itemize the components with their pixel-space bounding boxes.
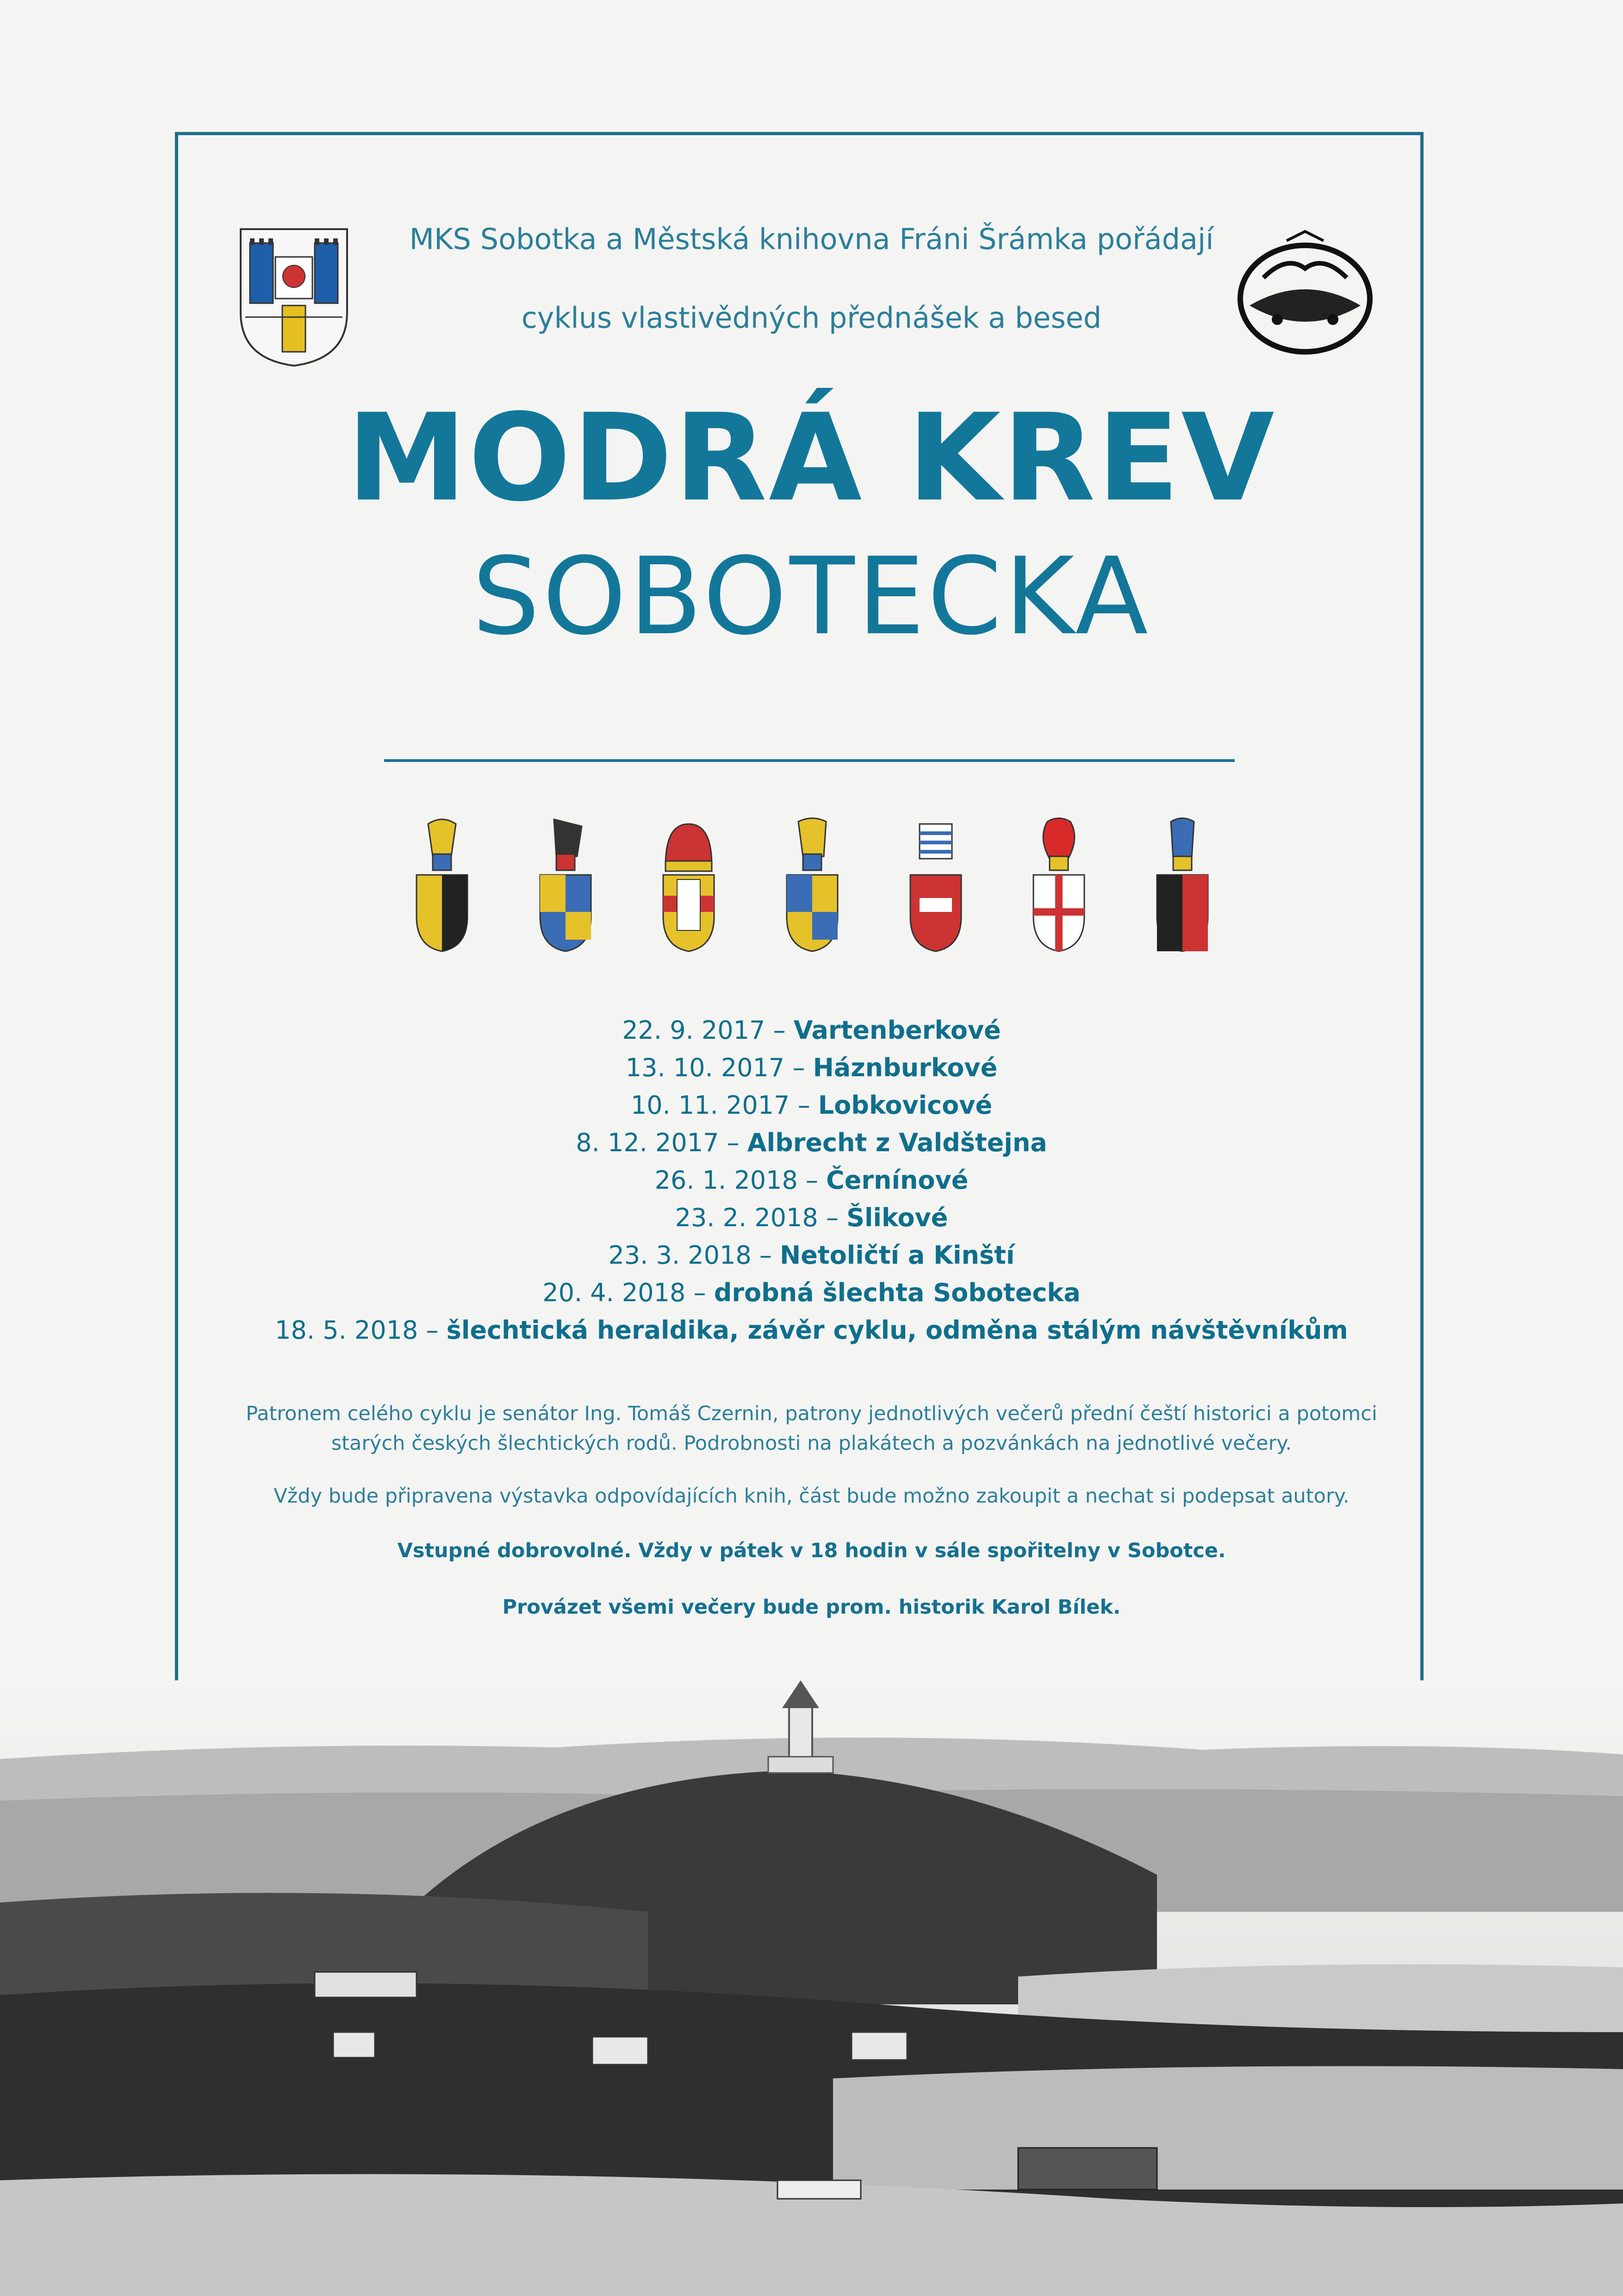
frame-top-line [175,132,1424,135]
schedule-topic: Albrecht z Valdštejna [747,1128,1047,1157]
lobkowicz-coat-of-arms-icon [654,815,723,954]
title-line-2: SOBOTECKA [472,535,1151,659]
family-coats-of-arms-row [407,815,1217,954]
wallenstein-coat-of-arms-icon [777,815,847,954]
schedule-topic: Netoličtí a Kinští [780,1241,1015,1270]
schedule-topic: Lobkovicové [818,1091,993,1120]
divider-rule [384,759,1235,762]
schedule-date: 23. 3. 2018 – [608,1241,780,1270]
schedule-date: 10. 11. 2017 – [630,1091,818,1120]
schedule-topic: Šlikové [846,1203,948,1232]
schedule-date: 22. 9. 2017 – [622,1016,794,1045]
schedule-row [0,1161,1623,1199]
kinsky-netolicky-coat-of-arms-icon [1148,815,1217,954]
schedule-row [0,1011,1623,1049]
schedule-date: 13. 10. 2017 – [625,1053,813,1082]
lecture-schedule [0,1011,1623,1349]
schedule-row [0,1049,1623,1086]
exhibition-paragraph: Vždy bude připravena výstavka odpovídajících knih, část bude možno zakoupit a nechat si podepsat autory. [274,1485,1349,1508]
schedule-row [0,1274,1623,1311]
schedule-row [0,1199,1623,1236]
schedule-topic: šlechtická heraldika, závěr cyklu, odměna stálým návštěvníkům [446,1316,1348,1345]
schedule-row [0,1311,1623,1349]
series-subtitle: cyklus vlastivědných přednášek a besed [521,301,1102,335]
schedule-topic: Háznburkové [813,1053,998,1082]
title-line-1: MODRÁ KREV [347,388,1276,528]
czernin-coat-of-arms-icon [901,815,970,954]
schedule-date: 8. 12. 2017 – [576,1128,747,1157]
schedule-topic: Černínové [826,1166,969,1195]
vartenberk-coat-of-arms-icon [407,815,477,954]
schedule-row [0,1236,1623,1274]
organizers-text: MKS Sobotka a Městská knihovna Fráni Šrámka pořádají [409,222,1214,256]
admission-paragraph: Vstupné dobrovolné. Vždy v pátek v 18 hodin v sále spořitelny v Sobotce. [397,1539,1226,1562]
schedule-date: 20. 4. 2018 – [542,1278,714,1307]
frame-left-line [175,132,178,1720]
patron-paragraph: Patronem celého cyklu je senátor Ing. Tomáš Czernin, patrony jednotlivých večerů přední čeští historici a potomci starých českých šlechtických rodů. Podrobnosti na plakátech a pozvánkách na jednotlivé večery. [246,1402,1377,1455]
schedule-date: 26. 1. 2018 – [654,1166,827,1195]
frame-right-line [1420,132,1424,1720]
haznburk-coat-of-arms-icon [531,815,600,954]
schedule-row [0,1124,1623,1161]
schedule-date: 18. 5. 2018 – [275,1316,447,1345]
schedule-row [0,1086,1623,1124]
schedule-topic: drobná šlechta Sobotecka [714,1278,1081,1307]
landscape-photo [0,1680,1623,2296]
schedule-date: 23. 2. 2018 – [675,1203,847,1232]
schedule-topic: Vartenberkové [793,1016,1001,1045]
host-paragraph: Provázet všemi večery bude prom. historik Karol Bílek. [502,1596,1121,1619]
schlik-coat-of-arms-icon [1024,815,1094,954]
